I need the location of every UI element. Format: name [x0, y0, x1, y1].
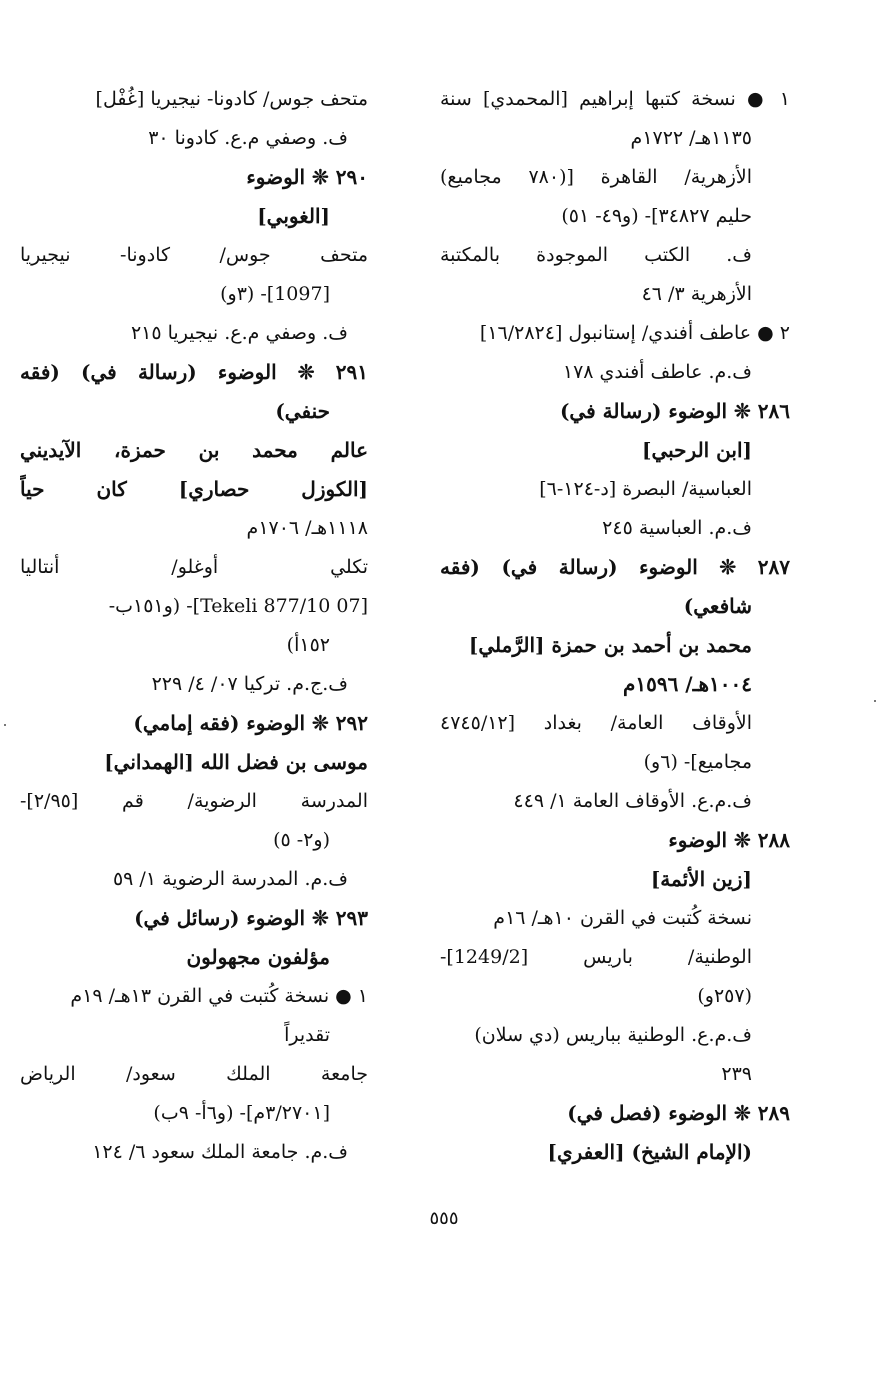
- text-line: مؤلفون مجهولون: [186, 945, 330, 969]
- text-line: ٢٨٩ ❊ الوضوء (فصل في): [567, 1101, 790, 1125]
- text-line: (الإمام الشيخ) [العفري]: [547, 1140, 752, 1164]
- scan-speck: [874, 700, 876, 702]
- text-line: ١٠٠٤هـ/ ١٥٩٦م: [622, 672, 752, 696]
- text-line: محمد بن أحمد بن حمزة [الرَّملي]: [468, 633, 752, 657]
- text-line: (و٢- ٥): [273, 829, 330, 851]
- page-number: ٥٥٥: [429, 1208, 459, 1229]
- text-line: ٢ ● عاطف أفندي/ إستانبول [١٦/٢٨٢٤]: [479, 322, 790, 344]
- text-line: ف. وصفي م.ع. نيجيريا ٢١٥: [130, 322, 348, 344]
- text-line: الأزهرية ٣/ ٤٦: [641, 283, 752, 305]
- text-line: حنفي): [275, 399, 330, 423]
- text-line: الأزهرية/ القاهرة [(٧٨٠ مجاميع): [440, 166, 752, 188]
- text-line: حليم ٣٤٨٢٧]- (و٤٩- ٥١): [561, 205, 752, 227]
- text-line: ف.م.ع. الأوقاف العامة ١/ ٤٤٩: [513, 790, 752, 812]
- text-line: ٢٩٠ ❊ الوضوء: [246, 165, 368, 189]
- text-line: ٢٨٦ ❊ الوضوء (رسالة في): [559, 399, 790, 423]
- text-line: ف. وصفي م.ع. كادونا ٣٠: [148, 127, 348, 149]
- text-line: ٢٩٢ ❊ الوضوء (فقه إمامي): [133, 711, 368, 735]
- text-line: ف. الكتب الموجودة بالمكتبة: [440, 244, 752, 266]
- text-line: الوطنية/ باريس [1249/2]-: [440, 946, 752, 968]
- text-line: مجاميع]- (٦و): [643, 751, 752, 773]
- text-line: متحف جوس/ كادونا- نيجيريا: [20, 244, 368, 266]
- text-line: ف.م.ع. الوطنية بباريس (دي سلان): [474, 1024, 752, 1046]
- scan-speck: [4, 724, 6, 726]
- text-line: [1097]- (٣و): [220, 283, 330, 305]
- text-line: [ابن الرحبي]: [642, 438, 752, 462]
- text-line: [زين الأئمة]: [650, 867, 752, 891]
- text-line: نسخة كُتبت في القرن ١٠هـ/ ١٦م: [493, 907, 752, 929]
- text-line: (٢٥٧و): [697, 985, 752, 1007]
- text-line: ٢٩٣ ❊ الوضوء (رسائل في): [134, 906, 368, 930]
- text-line: ف.ج.م. تركيا ٠٧/ ٤/ ٢٢٩: [151, 673, 348, 695]
- text-line: ٢٩١ ❊ الوضوء (رسالة في) (فقه: [20, 360, 368, 384]
- text-line: متحف جوس/ كادونا- نيجيريا [غُفْل]: [95, 88, 368, 110]
- text-line: ١١١٨هـ/ ١٧٠٦م: [246, 517, 368, 539]
- text-line: عالم محمد بن حمزة، الآيديني: [20, 438, 368, 462]
- text-line: المدرسة الرضوية/ قم [٢/٩٥]-: [20, 790, 368, 812]
- text-line: ١ ● نسخة كُتبت في القرن ١٣هـ/ ١٩م: [70, 985, 368, 1007]
- text-line: [07 Tekeli 877/10]- (و١٥١ب-: [108, 595, 368, 617]
- right-column: [440, 80, 790, 1172]
- text-line: ف.م. جامعة الملك سعود ٦/ ١٢٤: [92, 1141, 348, 1163]
- text-line: ١١٣٥هـ/ ١٧٢٢م: [630, 127, 752, 149]
- text-line: ٢٣٩: [721, 1063, 752, 1085]
- text-line: شافعي): [683, 594, 752, 618]
- text-line: [٣/٢٧٠١م]- (و٦أ- ٩ب): [153, 1102, 330, 1124]
- text-line: [الغوبي]: [257, 204, 330, 228]
- text-line: ٢٨٧ ❊ الوضوء (رسالة في) (فقه: [440, 555, 790, 579]
- text-line: ف.م. العباسية ٢٤٥: [602, 517, 752, 539]
- text-line: ٢٨٨ ❊ الوضوء: [668, 828, 790, 852]
- text-line: الأوقاف العامة/ بغداد [٤٧٤٥/١٢: [440, 712, 752, 734]
- text-line: ف.م. المدرسة الرضوية ١/ ٥٩: [112, 868, 348, 890]
- text-line: تكلي أوغلو/ أنتاليا: [20, 556, 368, 578]
- text-line: تقديراً: [284, 1024, 330, 1046]
- left-column: [20, 80, 368, 1172]
- text-line: ف.م. عاطف أفندي ١٧٨: [562, 361, 752, 383]
- text-line: [الكوزل حصاري] كان حياً: [20, 477, 368, 501]
- text-line: العباسية/ البصرة [د-١٢٤-٦]: [539, 478, 752, 500]
- text-line: ١٥٢أ): [286, 634, 330, 656]
- text-line: ١ ● نسخة كتبها إبراهيم [المحمدي] سنة: [440, 88, 790, 110]
- text-line: جامعة الملك سعود/ الرياض: [20, 1063, 368, 1085]
- text-line: موسى بن فضل الله [الهمداني]: [104, 750, 368, 774]
